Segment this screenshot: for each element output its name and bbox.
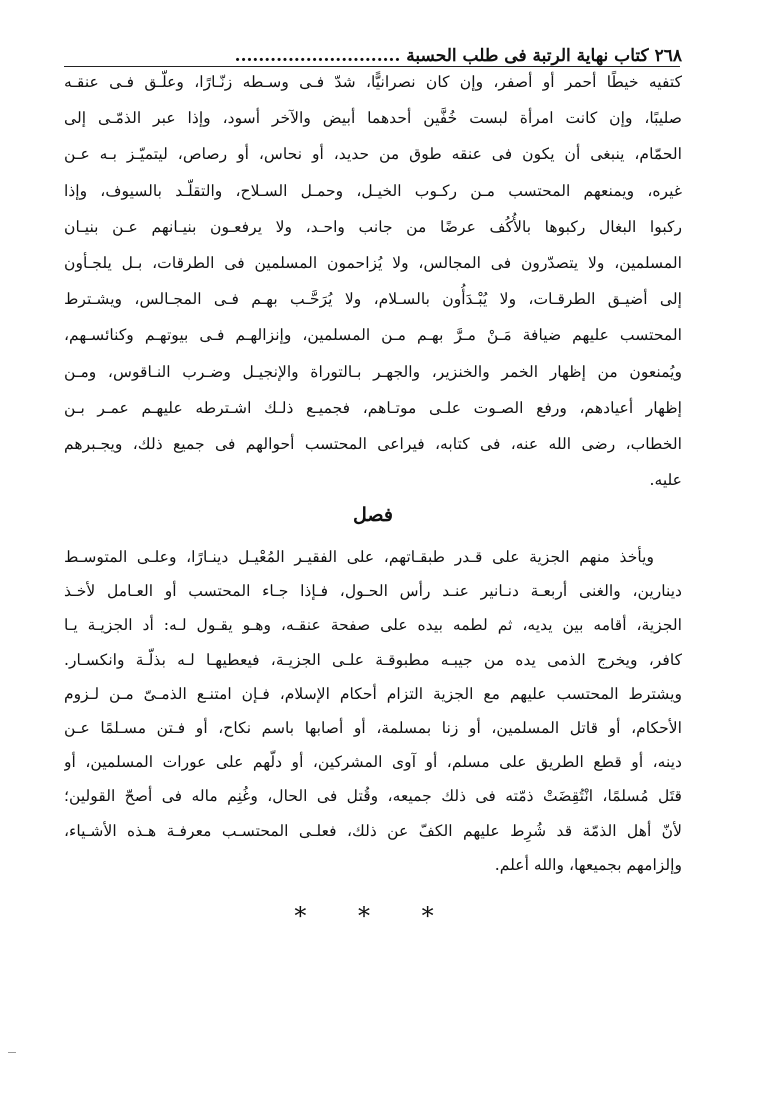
asterisk-ornament: * [421,902,452,930]
text-line: كافر، ويخرج الذمى يده من جيبـه مطبوقـة علـى الجزيـة، فيعطيهـا لـه بذلّـة وانكسـار. [64,650,682,669]
text-line: عليه. [649,471,682,490]
asterisk-ornament: * [358,902,388,930]
text-line: دينارين، والغنى أربعـة دنـانير عنـد رأس الحـول، فـإذا جـاء المحتسب أو العـامل لأخـذ [64,582,682,601]
text-line: قتَل مُسلمًا، انْتُقِضَتْ ذمّته فى ذلك جميعه، وقُتل فى الحال، وغُنِم ماله فى أصحّ القولين؛ [64,787,682,806]
margin-mark [8,1052,16,1053]
text-line: الخطاب، رضى الله عنه، فى كتابه، فيراعى المحتسب أحوالهم فى جميع ذلك، ويجـبرهم [64,435,682,454]
text-line: الجزية، أقامه بين يديه، ثم لطمه بيده على صفحة عنقـه، وهـو يقـول لـه: أد الجزيـة يـا [64,616,682,635]
text-line: المسلمين، ولا يتصدّرون فى المجالس، ولا يُزاحمون المسلمين فى الطرقات، بـل يلجـأون [64,254,682,273]
text-line: الأحكام، أو قاتل المسلمين، أو زنا بمسلمة، أو أصابها باسم نكاح، أو فـتن مسـلمًا عـن [64,719,682,738]
text-line: دينه، أو قطع الطريق على مسلم، أو آوى المشركين، أو دلّهم على عورات المسلمين، أو [64,753,682,772]
text-line: كتفيه خيطًا أحمر أو أصفر، وإن كان نصرانيًّا، شدّ فـى وسـطه زنّـارًا، وعلّـق فـى عنقـه [64,73,682,91]
running-head: كتاب نهاية الرتبة فى طلب الحسبة ............................ [234,46,649,66]
page-number: ٢٦٨ [654,46,682,66]
text-line: ركبوا البغال ركبوها بالأُكُف عرضًا من جانب واحـد، ولا يرفعـون بنيـانهم عـن بنيـان [64,217,682,236]
text-line: صليبًا، وإن كانت امرأة لبست خُفَّين أحدهما أبيض والآخر أسود، وإذا عبر الذمّـى إلى [64,109,682,128]
text-line: ويأخذ منهم الجزية على قـدر طبقـاتهم، على الفقيـر المُعْيـل دينـارًا، وعلـى المتوسـط [64,548,654,566]
section-ornament [64,902,682,930]
text-line: إظهار أعيادهم، ورفع الصـوت علـى موتـاهم، فجميـع ذلـك اشـترطه عليهـم عمـر بـن [64,398,682,417]
asterisk-ornament: * [294,902,325,930]
text-line: وإلزامهم بجميعها، والله أعلم. [494,855,682,874]
text-line: إلى أضيـق الطرقـات، ولا يُبْـدَأُون بالسـلام، ولا يُرَحَّـب بهـم فـى المجـالس، ويشـترط [64,290,682,309]
text-line: ويُمنعون من إظهار الخمر والخنزير، والجهـر بـالتوراة والإنجيـل وضـرب النـاقوس، ومـن [64,362,682,381]
text-line: ويشترط المحتسب عليهم مع الجزية التزام أحكام الإسلام، فـإن امتنـع الذمـىّ مـن لـزوم [64,684,682,703]
page-header [62,34,682,66]
paragraph-2 [64,540,682,882]
text-line: غيره، ويمنعهم المحتسب مـن ركـوب الخيـل، وحمـل السـلاح، والتقلّـد بالسيوف، وإذا [64,181,682,200]
text-line: لأنّ أهل الذمّة قد شُرِط عليهم الكفّ عن ذلك، فعلـى المحتسـب معرفـة هـذه الأشـياء، [64,821,682,840]
paragraph-1 [64,64,682,498]
text-line: الحمّام، ينبغى أن يكون فى عنقه طوق من حديد، أو نحاس، أو رصاص، ليتميّـز بـه عـن [64,145,682,164]
text-line: المحتسب عليهم ضيافة مَـنْ مـرَّ بهـم مـن المسلمين، وإنزالهـم فـى بيوتهـم وكنائسـهم، [64,326,682,345]
section-title: فصل [353,504,393,526]
